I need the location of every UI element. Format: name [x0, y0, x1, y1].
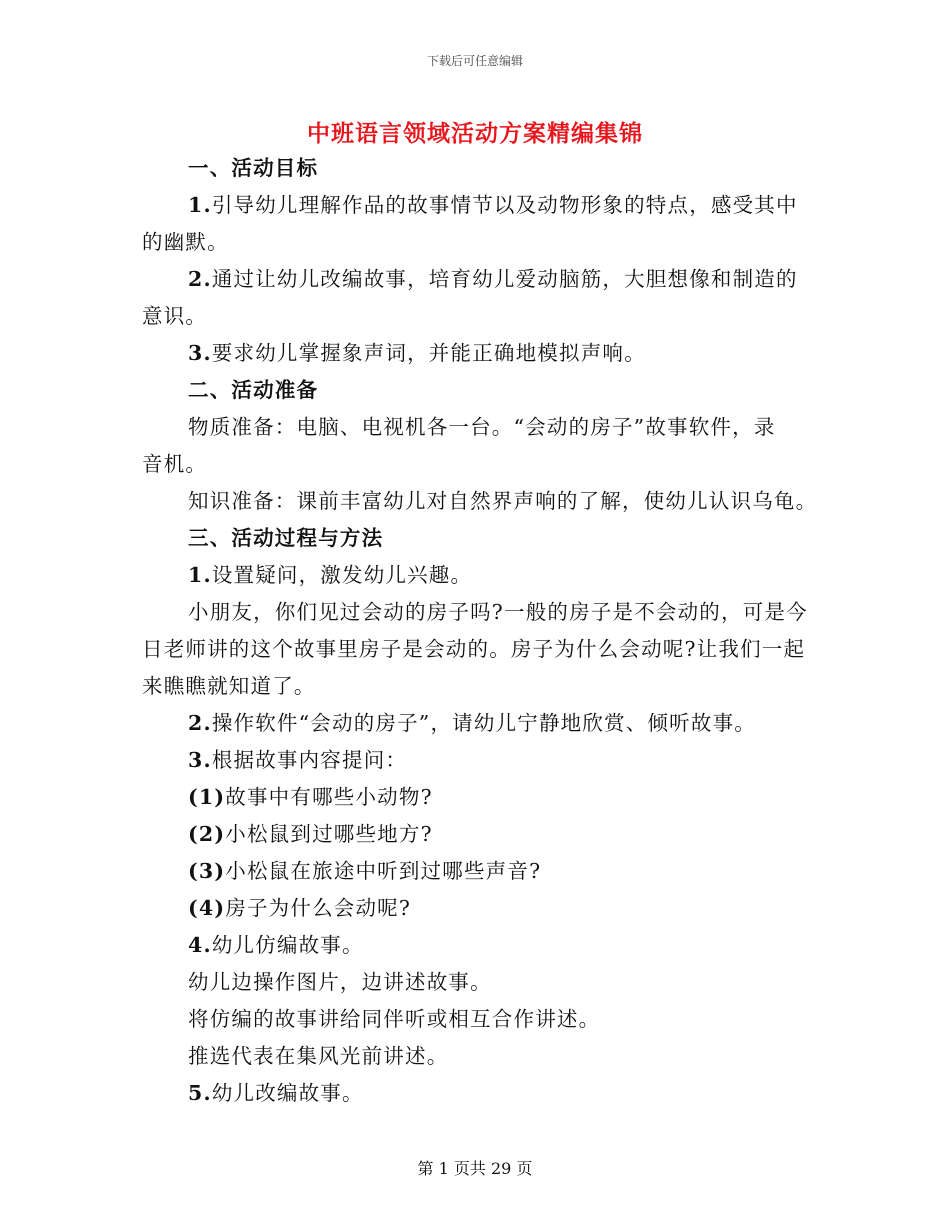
- line-text: 小松鼠到过哪些地方?: [225, 822, 433, 846]
- line-text: 意识。: [142, 304, 208, 328]
- section-heading: [142, 520, 812, 557]
- item-number: 2.: [188, 711, 212, 735]
- line-text: 根据故事内容提问：: [211, 748, 408, 772]
- paragraph-line: [142, 261, 812, 298]
- paragraph-line: [142, 224, 812, 261]
- item-number: (1): [188, 785, 226, 809]
- line-text: 引导幼儿理解作品的故事情节以及动物形象的特点，感受其中: [211, 193, 798, 217]
- section-heading: [142, 150, 812, 187]
- page-header: 下载后可任意编辑: [426, 54, 523, 68]
- paragraph-line: [142, 853, 812, 890]
- line-text: 将仿编的故事讲给同伴听或相互合作讲述。: [188, 1007, 601, 1031]
- paragraph-line: [142, 409, 812, 446]
- paragraph-line: [142, 779, 812, 816]
- paragraph-line: [142, 557, 812, 594]
- line-text: 幼儿边操作图片，边讲述故事。: [188, 970, 492, 994]
- paragraph-line: [142, 187, 812, 224]
- line-text: 一、活动目标: [188, 156, 319, 180]
- paragraph-line: [142, 816, 812, 853]
- line-text: 知识准备：课前丰富幼儿对自然界声响的了解，使幼儿认识乌龟。: [188, 489, 818, 513]
- section-heading: [142, 372, 812, 409]
- paragraph-line: [142, 890, 812, 927]
- line-text: 小朋友，你们见过会动的房子吗?一般的房子是不会动的，可是今: [188, 600, 808, 624]
- line-text: 幼儿仿编故事。: [211, 933, 364, 957]
- paragraph-line: [142, 1001, 812, 1038]
- line-text: 物质准备：电脑、电视机各一台。“会动的房子”故事软件，录: [188, 415, 776, 439]
- line-text: 音机。: [142, 452, 208, 476]
- document-body: [142, 150, 818, 1112]
- paragraph-line: [142, 964, 812, 1001]
- item-number: 1.: [188, 193, 212, 217]
- item-number: (2): [188, 822, 226, 846]
- line-text: 要求幼儿掌握象声词，并能正确地模拟声响。: [211, 341, 646, 365]
- paragraph-line: [142, 742, 812, 779]
- line-text: 三、活动过程与方法: [188, 526, 384, 550]
- line-text: 幼儿改编故事。: [211, 1081, 364, 1105]
- item-number: (4): [188, 896, 226, 920]
- line-text: 的幽默。: [142, 230, 229, 254]
- paragraph-line: [142, 705, 812, 742]
- line-text: 操作软件“会动的房子”，请幼儿宁静地欣赏、倾听故事。: [211, 711, 756, 735]
- paragraph-line: [142, 298, 812, 335]
- item-number: 5.: [188, 1081, 212, 1105]
- page-footer: 第 1 页共 29 页: [417, 1159, 533, 1178]
- paragraph-line: [142, 1075, 812, 1112]
- item-number: 3.: [188, 748, 212, 772]
- paragraph-line: [142, 483, 818, 520]
- item-number: 1.: [188, 563, 212, 587]
- item-number: 4.: [188, 933, 212, 957]
- item-number: 2.: [188, 267, 212, 291]
- paragraph-line: [142, 594, 812, 631]
- item-number: (3): [188, 859, 226, 883]
- document-title: 中班语言领域活动方案精编集锦: [307, 120, 643, 147]
- line-text: 设置疑问，激发幼儿兴趣。: [211, 563, 473, 587]
- paragraph-line: [142, 668, 812, 705]
- paragraph-line: [142, 446, 812, 483]
- line-text: 故事中有哪些小动物?: [225, 785, 433, 809]
- line-text: 二、活动准备: [188, 378, 319, 402]
- paragraph-line: [142, 631, 812, 668]
- line-text: 通过让幼儿改编故事，培育幼儿爱动脑筋，大胆想像和制造的: [211, 267, 798, 291]
- paragraph-line: [142, 1038, 812, 1075]
- line-text: 小松鼠在旅途中听到过哪些声音?: [225, 859, 542, 883]
- paragraph-line: [142, 927, 812, 964]
- item-number: 3.: [188, 341, 212, 365]
- line-text: 日老师讲的这个故事里房子是会动的。房子为什么会动呢?让我们一起: [142, 637, 806, 661]
- line-text: 来瞧瞧就知道了。: [142, 674, 316, 698]
- line-text: 推选代表在集风光前讲述。: [188, 1044, 449, 1068]
- paragraph-line: [142, 335, 812, 372]
- line-text: 房子为什么会动呢?: [225, 896, 412, 920]
